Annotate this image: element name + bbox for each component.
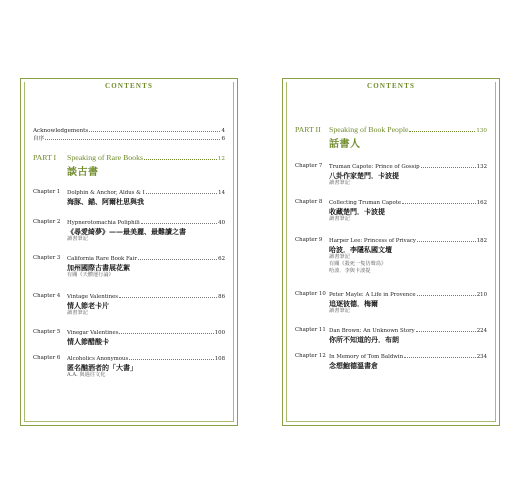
toc-entry-preface[interactable]: 自序 6 [33,136,225,142]
toc-page-right: CONTENTS PART II Speaking of Book People 130 話書人 Chapter 7 Truman Capote: Prince of Gossip 132 八卦作家楚門．卡波提 讀書筆記 Chapter 8 Collecting Truman Capote 162 收藏楚門．卡波提 讀書筆記 Chapter 9 Harper Lee: Princess of Privacy 182 哈波．李隱私國文壇 讀書筆記 有關《殺死一隻仿聲鳥》 哈波．李與卡波提 Chapter 10 Peter Mayle: A Life in Provence 210 追逐彼德．梅爾 讀書筆記 Chapter 11 Dan Brown: An Unknown Story 224 你所不知道的丹．布朗 Chapter 12 In Memory of Tom Baldwin 234 念想鮑德溫書倉 [282,78,500,426]
contents-heading: CONTENTS [283,73,499,92]
toc-page-left: CONTENTS Acknowledgements 4 自序 6 PART I Speaking of Rare Books 12 談古書 Chapter 1 Dolphin & Anchor, Aldus & I 14 海豚、錨、阿爾杜思與我 Chapter 2 Hypnerotomachia Poliphili 40 《尋愛綺夢》——最美麗、最難讀之書 讀書筆記 Chapter 3 California Rare Book Fair 62 加州國際古書展花絮 有關《天體運行論》 Chapter 4 Vintage Valentines 86 情人節老卡片 讀書筆記 Chapter 5 Vinegar Valentines 100 情人節醋酸卡 Chapter 6 Alcoholics Anonymous 108 匿名酗酒者的「大書」 A.A. 與過往文化 [20,78,238,426]
contents-heading: CONTENTS [21,73,237,92]
toc-entry-acknowledgements[interactable]: Acknowledgements 4 [33,128,225,134]
part-1-chinese-title: 談古書 [67,167,99,178]
part-2-entry[interactable]: PART II Speaking of Book People 130 [295,125,487,134]
part-2-chinese-title: 話書人 [329,139,361,150]
part-1-entry[interactable]: PART I Speaking of Rare Books 12 [33,153,225,162]
